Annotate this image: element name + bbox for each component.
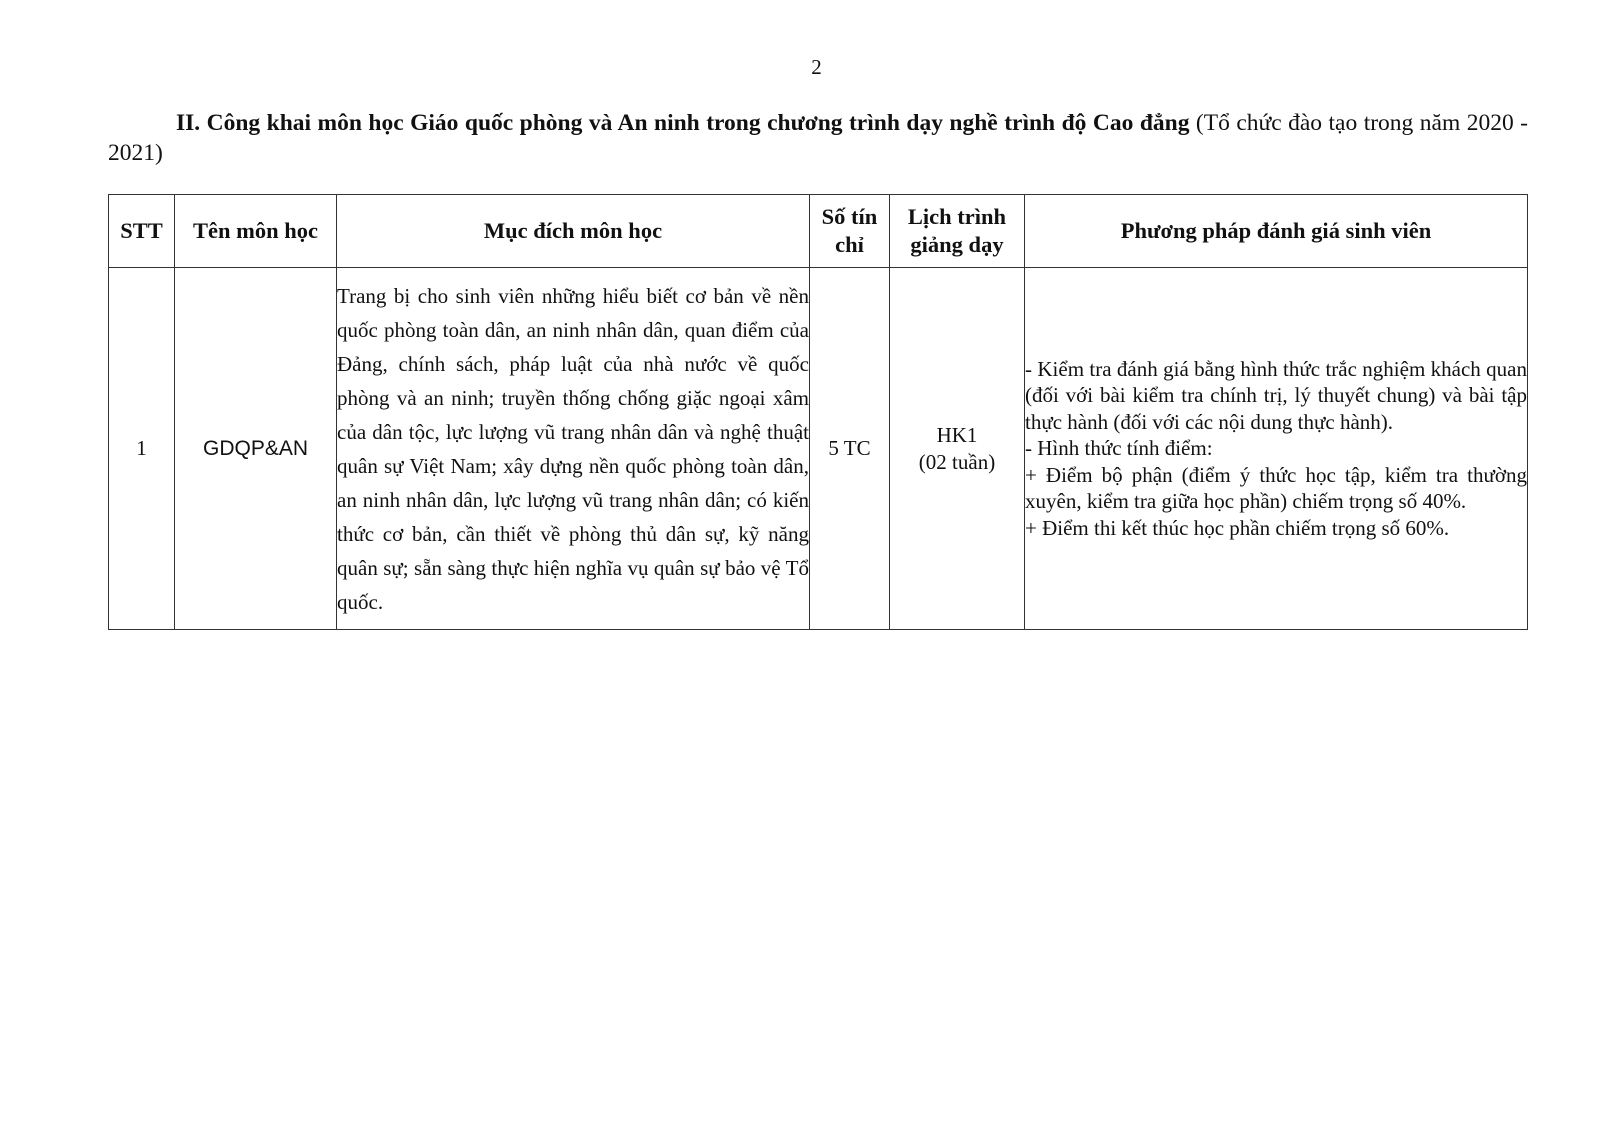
cell-stt: 1	[109, 268, 175, 630]
method-line-final-exam: + Điểm thi kết thúc học phần chiếm trọng số 60%.	[1025, 515, 1450, 540]
cell-credits: 5 TC	[810, 268, 890, 630]
header-stt: STT	[109, 195, 175, 268]
page-number: 2	[811, 55, 822, 79]
header-schedule: Lịch trình giảng dạy	[890, 195, 1025, 268]
section-heading-subtitle: (Tổ chức đào tạo trong năm 2020 - 2021)	[108, 110, 1528, 166]
section-heading-title: II. Công khai môn học Giáo quốc phòng và An ninh trong chương trình dạy nghề trình độ Cao đẳng	[176, 110, 1190, 136]
method-line-scoring-form: - Hình thức tính điểm:	[1025, 436, 1213, 461]
cell-assessment-method	[1025, 268, 1528, 630]
header-subject-purpose: Mục đích môn học	[337, 195, 810, 268]
header-row	[109, 195, 1528, 268]
table-row	[109, 268, 1528, 630]
header-subject-name: Tên môn học	[175, 195, 337, 268]
header-credits: Số tín chỉ	[810, 195, 890, 268]
method-line-component-score: + Điểm bộ phận (điểm ý thức học tập, kiểm tra thường xuyên, kiểm tra giữa học phần) chiếm trọng số 40%.	[1025, 462, 1527, 514]
header-assessment-method: Phương pháp đánh giá sinh viên	[1025, 195, 1528, 268]
cell-subject-purpose: Trang bị cho sinh viên những hiểu biết cơ bản về nền quốc phòng toàn dân, an ninh nhân dân, quan điểm của Đảng, chính sách, pháp luật của nhà nước về quốc phòng và an ninh; truyền thống chống giặc ngoại xâm của dân tộc, lực lượng vũ trang nhân dân và nghệ thuật quân sự Việt Nam; xây dựng nền quốc phòng toàn dân, an ninh nhân dân, lực lượng vũ trang nhân dân; có kiến thức cơ bản, cần thiết về phòng thủ dân sự, kỹ năng quân sự; sẵn sàng thực hiện nghĩa vụ quân sự bảo vệ Tổ quốc.	[337, 268, 810, 630]
table-body	[109, 268, 1528, 630]
cell-subject-name: GDQP&AN	[175, 268, 337, 630]
curriculum-table	[108, 194, 1528, 630]
cell-schedule	[890, 268, 1025, 630]
section-heading	[108, 108, 1528, 168]
schedule-duration: (02 tuần)	[918, 449, 996, 474]
table-header	[109, 195, 1528, 268]
method-line-objective-test: - Kiểm tra đánh giá bằng hình thức trắc nghiệm khách quan (đối với bài kiểm tra chính trị, lý thuyết chung) và bài tập thực hành (đối với các nội dung thực hành).	[1025, 356, 1527, 434]
schedule-term: HK1	[936, 422, 978, 447]
